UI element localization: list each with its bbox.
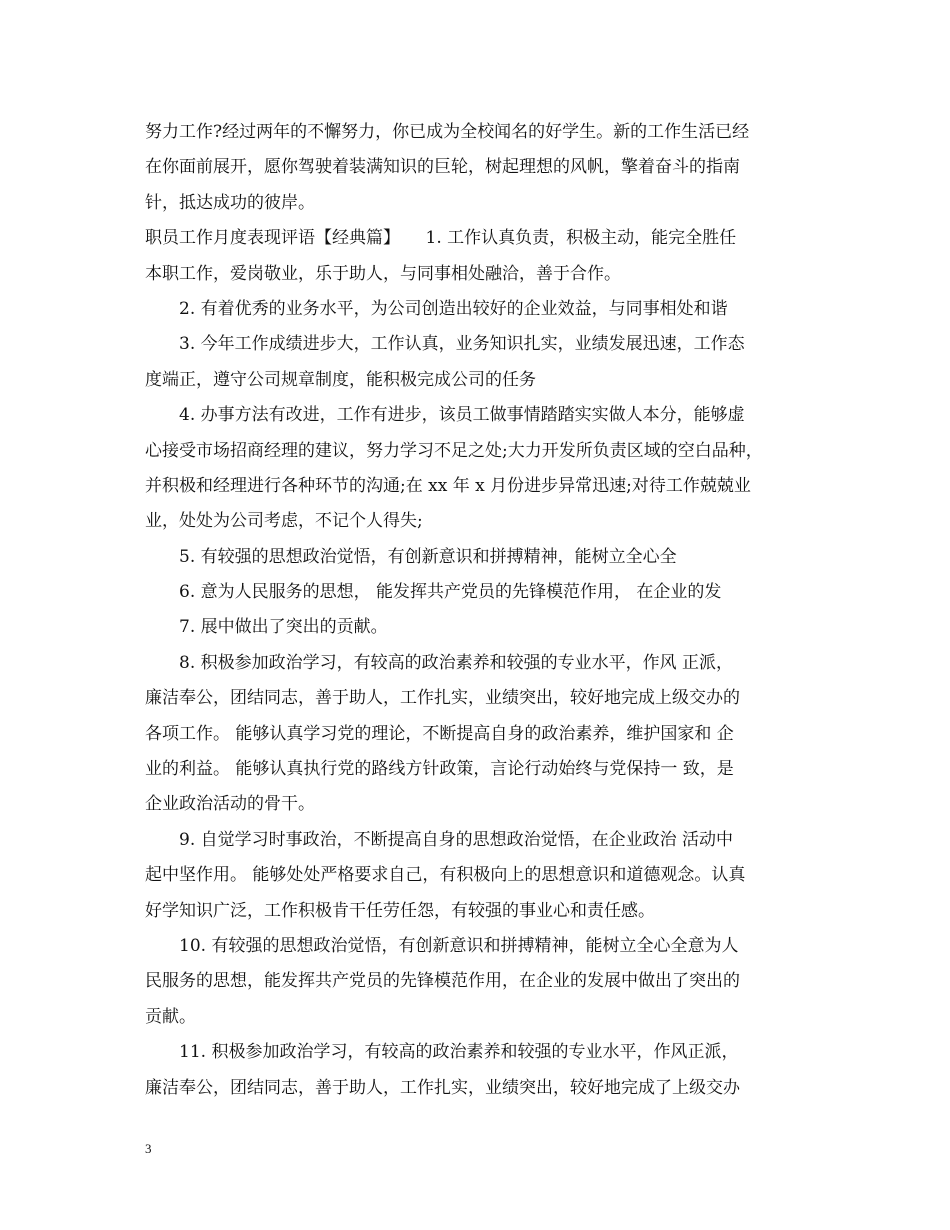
text-line: 并积极和经理进行各种环节的沟通;在 xx 年 x 月份进步异常迅速;对待工作兢兢业 — [145, 475, 751, 496]
body-text — [145, 115, 825, 1106]
list-item: 4. 办事方法有改进，工作有进步，该员工做事情踏踏实实做人本分，能够虚 — [179, 405, 745, 426]
text-line: 度端正，遵守公司规章制度，能积极完成公司的任务 — [145, 369, 536, 390]
text-line: 廉洁奉公，团结同志，善于助人，工作扎实，业绩突出，较好地完成上级交办的 — [145, 688, 740, 709]
text-line: 民服务的思想，能发挥共产党员的先锋模范作用，在企业的发展中做出了突出的 — [145, 971, 740, 992]
list-item: 8. 积极参加政治学习，有较高的政治素养和较强的专业水平，作风 正派， — [179, 652, 734, 673]
list-item: 2. 有着优秀的业务水平，为公司创造出较好的企业效益，与同事相处和谐 — [179, 298, 728, 319]
text-line: 好学知识广泛，工作积极肯干任劳任怨，有较强的事业心和责任感。 — [145, 900, 655, 921]
text-line: 业，处处为公司考虑，不记个人得失; — [145, 511, 423, 532]
text-line: 业的利益。 能够认真执行党的路线方针政策，言论行动始终与党保持一 致，是 — [145, 759, 734, 780]
text-line: 贡献。 — [145, 1006, 196, 1027]
list-item: 6. 意为人民服务的思想， 能发挥共产党员的先锋模范作用， 在企业的发 — [179, 582, 722, 603]
text-line: 努力工作?经过两年的不懈努力，你已成为全校闻名的好学生。新的工作生活已经 — [145, 122, 750, 142]
text-line: 廉洁奉公，团结同志，善于助人，工作扎实，业绩突出，较好地完成了上级交办 — [145, 1077, 740, 1098]
text-line: 各项工作。 能够认真学习党的理论，不断提高自身的政治素养，维护国家和 企 — [145, 723, 734, 744]
list-item: 10. 有较强的思想政治觉悟，有创新意识和拼搏精神，能树立全心全意为人 — [179, 935, 739, 956]
list-item: 3. 今年工作成绩进步大，工作认真，业务知识扎实，业绩发展迅速，工作态 — [179, 334, 745, 355]
text-line: 心接受市场招商经理的建议，努力学习不足之处;大力开发所负责区域的空白品种， — [145, 440, 763, 461]
text-line: 起中坚作用。 能够处处严格要求自己，有积极向上的思想意识和道德观念。认真 — [145, 865, 746, 886]
section-heading-line: 职员工作月度表现评语【经典篇】 1. 工作认真负责，积极主动，能完全胜任 — [145, 228, 737, 249]
list-item: 9. 自觉学习时事政治，不断提高自身的思想政治觉悟，在企业政治 活动中 — [179, 829, 734, 850]
list-item: 11. 积极参加政治学习，有较高的政治素养和较强的专业水平，作风正派， — [179, 1042, 739, 1063]
text-line: 针，抵达成功的彼岸。 — [145, 192, 315, 213]
text-line: 企业政治活动的骨干。 — [145, 794, 315, 815]
page-number: 3 — [145, 1141, 152, 1156]
text-line: 本职工作，爱岗敬业，乐于助人，与同事相处融洽，善于合作。 — [145, 263, 621, 284]
list-item: 7. 展中做出了突出的贡献。 — [179, 617, 388, 638]
list-item: 5. 有较强的思想政治觉悟，有创新意识和拼搏精神，能树立全心全 — [179, 546, 677, 567]
text-line: 在你面前展开，愿你驾驶着装满知识的巨轮，树起理想的风帆，擎着奋斗的指南 — [145, 157, 740, 178]
